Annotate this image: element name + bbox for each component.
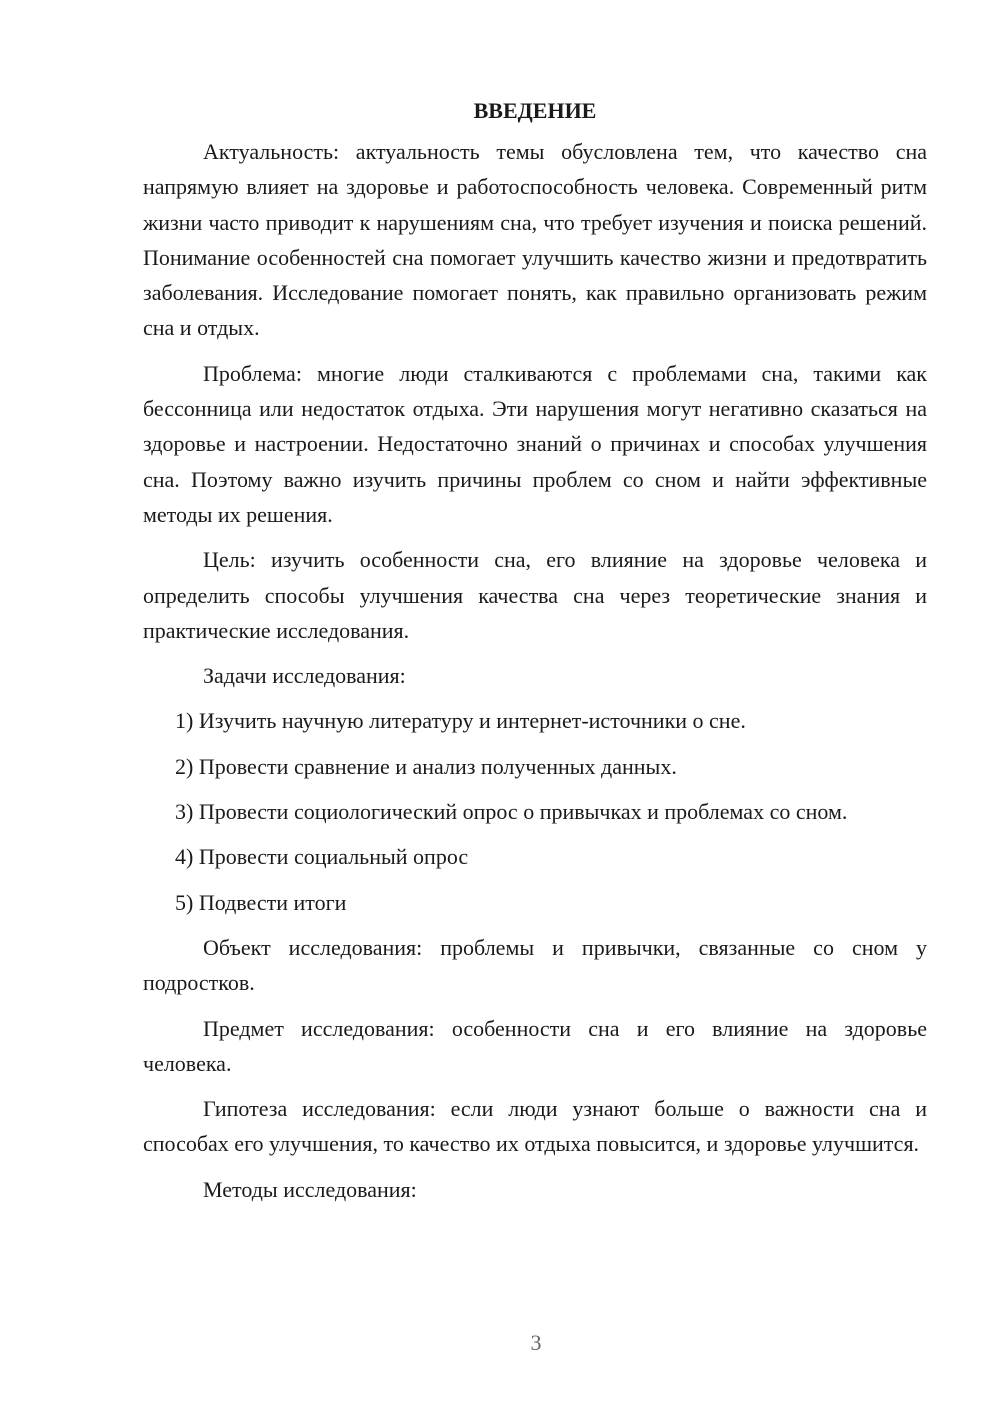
object-paragraph: Объект исследования: проблемы и привычки, связанные со сном у подростков. xyxy=(143,934,927,996)
hypothesis-paragraph: Гипотеза исследования: если люди узнают больше о важности сна и способах его улучшения, то качество их отдыха повысится, и здоровье улучшится. xyxy=(143,1096,927,1157)
problem-paragraph: Проблема: многие люди сталкиваются с проблемами сна, такими как бессонница или недостаток отдыха. Эти нарушения могут негативно сказаться на здоровье и настроении. Недостаточно знаний о причинах и способах улучшения сна. Поэтому важно изучить причины проблем со сном и найти эффективные методы их решения. xyxy=(143,360,927,527)
page-number: 3 xyxy=(530,1330,542,1355)
goal-paragraph: Цель: изучить особенности сна, его влияние на здоровье человека и определить способы улучшения качества сна через теоретические знания и практические исследования. xyxy=(143,547,927,643)
task-item-2: 2) Провести сравнение и анализ полученных данных. xyxy=(175,753,677,779)
relevance-paragraph: Актуальность: актуальность темы обусловлена тем, что качество сна напрямую влияет на здоровье и работоспособность человека. Современный ритм жизни часто приводит к нарушениям сна, что требует изучения и поиска решений. Понимание особенностей сна помогает улучшить качество жизни и предотвратить заболевания. Исследование помогает понять, как правильно организовать режим сна и отдых. xyxy=(143,139,927,341)
document-page xyxy=(143,93,927,1217)
task-item-1: 1) Изучить научную литературу и интернет-источники о сне. xyxy=(175,708,746,734)
tasks-heading: Задачи исследования: xyxy=(203,663,406,689)
methods-heading: Методы исследования: xyxy=(203,1176,417,1202)
document-title: ВВЕДЕНИЕ xyxy=(473,98,597,123)
task-item-4: 4) Провести социальный опрос xyxy=(175,844,469,870)
task-item-5: 5) Подвести итоги xyxy=(175,889,347,915)
task-item-3: 3) Провести социологический опрос о привычках и проблемах со сном. xyxy=(175,799,848,825)
subject-paragraph: Предмет исследования: особенности сна и его влияние на здоровье человека. xyxy=(143,1015,927,1076)
